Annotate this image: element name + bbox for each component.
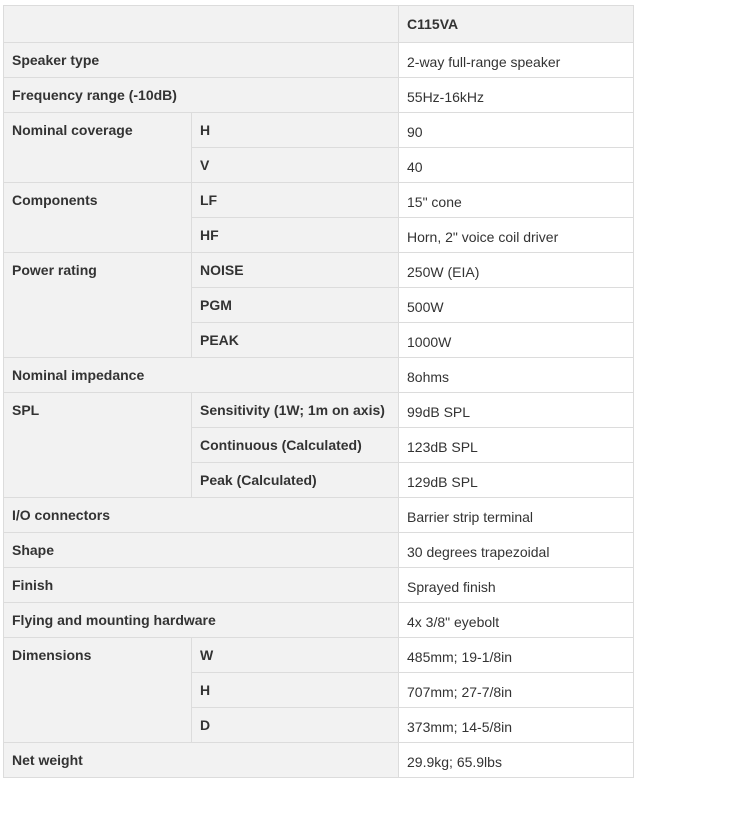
row-value: 30 degrees trapezoidal: [399, 533, 634, 568]
row-label: Components: [4, 183, 192, 253]
table-row: [4, 393, 634, 428]
row-value: 40: [399, 148, 634, 183]
row-label: I/O connectors: [4, 498, 399, 533]
table-row: [4, 743, 634, 778]
table-row: [4, 183, 634, 218]
row-value: 90: [399, 113, 634, 148]
row-value: 707mm; 27-7/8in: [399, 673, 634, 708]
header-row: [4, 6, 634, 43]
row-sublabel: H: [192, 113, 399, 148]
row-sublabel: PGM: [192, 288, 399, 323]
row-value: 15" cone: [399, 183, 634, 218]
header-empty-cell: [4, 6, 399, 43]
row-value: 485mm; 19-1/8in: [399, 638, 634, 673]
row-label: Net weight: [4, 743, 399, 778]
row-value: Barrier strip terminal: [399, 498, 634, 533]
row-label: Dimensions: [4, 638, 192, 743]
row-value: Sprayed finish: [399, 568, 634, 603]
row-value: 29.9kg; 65.9lbs: [399, 743, 634, 778]
table-row: [4, 533, 634, 568]
row-sublabel: HF: [192, 218, 399, 253]
spec-table: [3, 5, 634, 778]
model-header: C115VA: [399, 6, 634, 43]
row-value: 55Hz-16kHz: [399, 78, 634, 113]
row-value: 2-way full-range speaker: [399, 43, 634, 78]
table-row: [4, 568, 634, 603]
row-label: Speaker type: [4, 43, 399, 78]
table-row: [4, 253, 634, 288]
row-label: SPL: [4, 393, 192, 498]
row-value: 1000W: [399, 323, 634, 358]
row-sublabel: W: [192, 638, 399, 673]
row-value: 99dB SPL: [399, 393, 634, 428]
row-value: 500W: [399, 288, 634, 323]
table-row: [4, 358, 634, 393]
row-label: Flying and mounting hardware: [4, 603, 399, 638]
table-row: [4, 498, 634, 533]
row-value: 250W (EIA): [399, 253, 634, 288]
row-value: 4x 3/8" eyebolt: [399, 603, 634, 638]
row-sublabel: Sensitivity (1W; 1m on axis): [192, 393, 399, 428]
row-label: Nominal impedance: [4, 358, 399, 393]
row-sublabel: V: [192, 148, 399, 183]
table-row: [4, 603, 634, 638]
row-sublabel: D: [192, 708, 399, 743]
row-label: Frequency range (-10dB): [4, 78, 399, 113]
row-value: 129dB SPL: [399, 463, 634, 498]
row-value: Horn, 2" voice coil driver: [399, 218, 634, 253]
row-value: 373mm; 14-5/8in: [399, 708, 634, 743]
row-label: Shape: [4, 533, 399, 568]
row-sublabel: Continuous (Calculated): [192, 428, 399, 463]
row-label: Finish: [4, 568, 399, 603]
row-label: Power rating: [4, 253, 192, 358]
row-sublabel: LF: [192, 183, 399, 218]
table-row: [4, 43, 634, 78]
table-row: [4, 78, 634, 113]
row-sublabel: Peak (Calculated): [192, 463, 399, 498]
row-value: 8ohms: [399, 358, 634, 393]
row-label: Nominal coverage: [4, 113, 192, 183]
row-value: 123dB SPL: [399, 428, 634, 463]
row-sublabel: PEAK: [192, 323, 399, 358]
table-row: [4, 638, 634, 673]
row-sublabel: NOISE: [192, 253, 399, 288]
row-sublabel: H: [192, 673, 399, 708]
table-row: [4, 113, 634, 148]
